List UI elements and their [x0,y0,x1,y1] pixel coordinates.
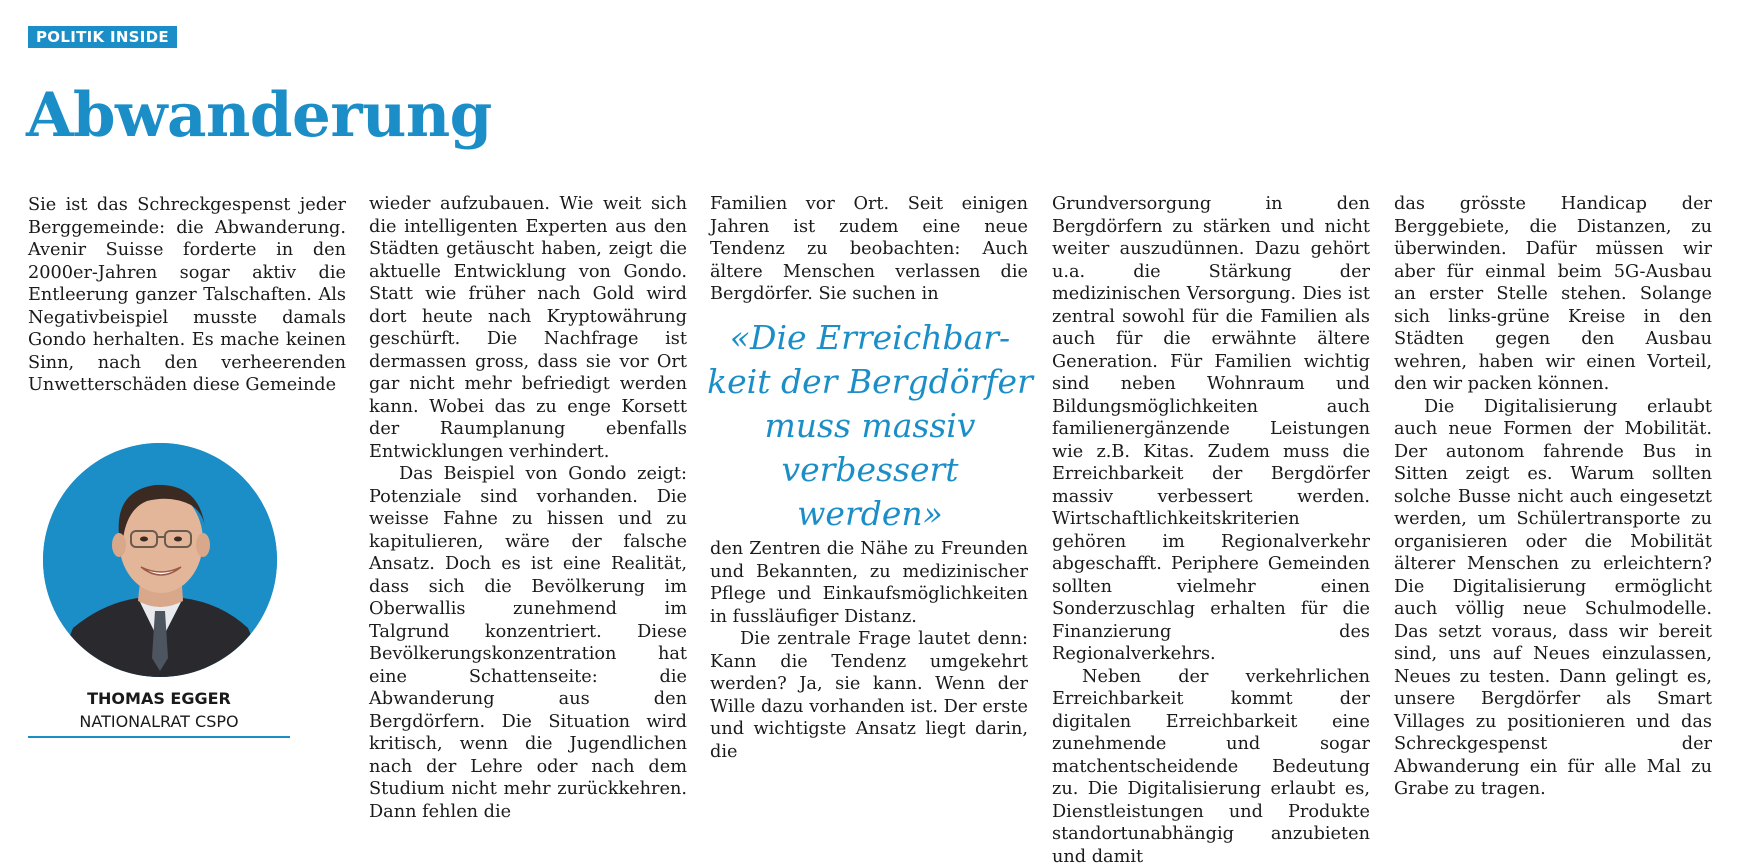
author-portrait [43,443,277,677]
article-column-1 [28,194,346,397]
paragraph: Familien vor Ort. Seit einigen Jahren ist zudem eine neue Tendenz zu beobachten: Auch ältere Menschen verlassen die Bergdörfer. Sie suchen in [710,193,1028,306]
article-headline: Abwanderung [26,76,492,156]
paragraph: den Zentren die Nähe zu Freunden und Bekannten, zu medizinischer Pflege und Einkaufsmöglichkeiten in fussläufiger Distanz. [710,538,1028,628]
author-role: NATIONALRAT CSPO [28,712,290,732]
article-column-4 [1052,193,1370,868]
paragraph: Neben der verkehrlichen Erreichbarkeit kommt der digitalen Erreichbarkeit eine zunehmende und sogar matchentscheidende Bedeutung zu. Die Digitalisierung erlaubt es, Dienstleistungen und Produkte standortunabhängig anzubieten und damit [1052,666,1370,868]
paragraph: wieder aufzubauen. Wie weit sich die intelligenten Experten aus den Städten getäuscht haben, zeigt die aktuelle Entwicklung von Gondo. Statt wie früher nach Gold wird dort heute nach Kryptowährung geschürft. Die Nachfrage ist dermassen gross, dass sie vor Ort gar nicht mehr befriedigt werden kann. Wobei das zu enge Korsett der Raumplanung ebenfalls Entwicklungen verhindert. [369,193,687,463]
paragraph: Das Beispiel von Gondo zeigt: Potenziale sind vorhanden. Die weisse Fahne zu hissen und zu kapitulieren, wäre der falsche Ansatz. Doch es ist eine Realität, dass sich die Bevölkerung im Oberwallis zunehmend im Talgrund konzentriert. Diese Bevölkerungskonzentration hat eine Schattenseite: die Abwanderung aus den Bergdörfern. Die Situation wird kritisch, wenn die Jugendlichen nach der Lehre oder nach dem Studium nicht mehr zurückkehren. Dann fehlen die [369,463,687,823]
paragraph: Sie ist das Schreckgespenst jeder Berggemeinde: die Abwanderung. Avenir Suisse forderte in den 2000er-Jahren sogar aktiv die Entleerung ganzer Talschaften. Als Negativbeispiel musste damals Gondo herhalten. Es mache keinen Sinn, nach den verheerenden Unwetterschäden diese Gemeinde [28,194,346,397]
paragraph: Grundversorgung in den Bergdörfern zu stärken und nicht weiter auszudünnen. Dazu gehört u.a. die Stärkung der medizinischen Versorgung. Dies ist zentral sowohl für die Familien als auch für die erwähnte ältere Generation. Für Familien wichtig sind neben Wohnraum und Bildungsmöglichkeiten auch familienergänzende Leistungen wie z.B. Kitas. Zudem muss die Erreichbarkeit der Bergdörfer massiv verbessert werden. Wirtschaftlichkeitskriterien gehören im Regionalverkehr abgeschafft. Periphere Gemeinden sollten vielmehr einen Sonderzuschlag erhalten für die Finanzierung des Regionalverkehrs. [1052,193,1370,666]
article-column-5 [1394,193,1712,801]
paragraph: Die zentrale Frage lautet denn: Kann die Tendenz umgekehrt werden? Ja, sie kann. Wenn der Wille dazu vorhanden ist. Der erste und wichtigste Ansatz liegt darin, die [710,628,1028,763]
article-column-3-bottom [710,538,1028,763]
section-label: POLITIK INSIDE [28,26,177,48]
paragraph: das grösste Handicap der Berggebiete, die Distanzen, zu überwinden. Dafür müssen wir aber für einmal beim 5G-Ausbau an erster Stelle stehen. Solange sich links-grüne Kreise in den Städten gegen den Ausbau wehren, haben wir einen Vorteil, den wir packen können. [1394,193,1712,396]
article-column-3-top [710,193,1028,306]
article-column-2 [369,193,687,823]
author-divider [28,736,290,738]
pull-quote: «Die Erreichbar-keit der Bergdörfer muss massiv verbessert werden» [704,316,1036,536]
author-name: THOMAS EGGER [28,689,290,709]
paragraph: Die Digitalisierung erlaubt auch neue Formen der Mobilität. Der autonom fahrende Bus in Sitten zeigt es. Warum sollten solche Busse nicht auch eingesetzt werden, um Schülertransporte zu organisieren oder die Mobilität älterer Menschen zu erleichtern? Die Digitalisierung ermöglicht auch völlig neue Schulmodelle. Das setzt voraus, dass wir bereit sind, uns auf Neues einzulassen, Neues zu testen. Dann gelingt es, unsere Bergdörfer als Smart Villages zu positionieren und das Schreckgespenst der Abwanderung ein für alle Mal zu Grabe zu tragen. [1394,396,1712,801]
